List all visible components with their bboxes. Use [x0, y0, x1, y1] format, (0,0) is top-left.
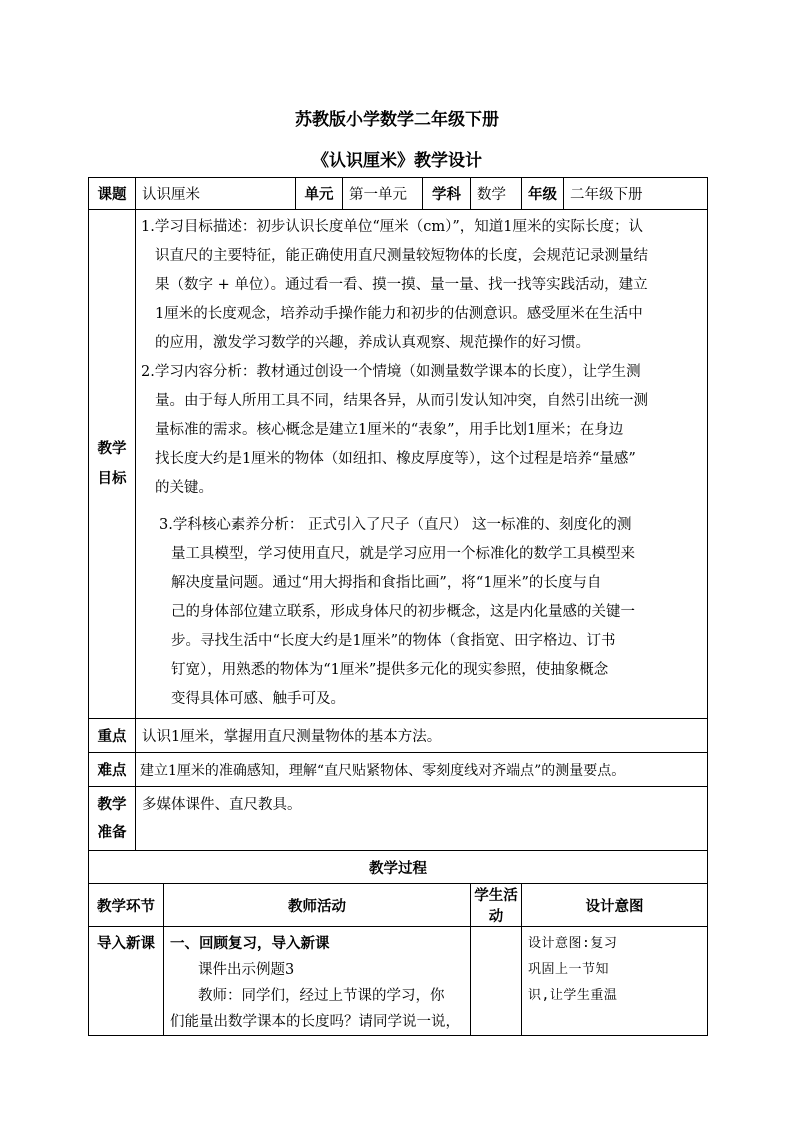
info-row — [89, 178, 708, 210]
key-point-text: 认识1厘米，掌握用直尺测量物体的基本方法。 — [136, 719, 708, 753]
teacher-activity-line: 教师：同学们，经过上节课的学习，你 — [198, 988, 445, 1004]
objective-line: 的关键。 — [155, 480, 213, 496]
doc-subtitle: 《认识厘米》教学设计 — [312, 151, 482, 171]
objective-line: 找长度大约是1厘米的物体（如纽扣、橡皮厚度等），这个过程是培养“量感” — [155, 451, 636, 467]
objective-line: 果（数字 + 单位）。通过看一看、摸一摸、量一量、找一找等实践活动，建立 — [155, 277, 648, 293]
objective-line: 量标准的需求。核心概念是建立1厘米的“表象”，用手比划1厘米；在身边 — [155, 422, 624, 438]
objective-line: 己的身体部位建立联系，形成身体尺的初步概念，这是内化量感的关键一 — [171, 604, 635, 620]
topic-value: 认识厘米 — [136, 178, 296, 210]
objective-line: 1.学习目标描述：初步认识长度单位“厘米（cm）”，知道1厘米的实际长度；认 — [141, 219, 644, 235]
difficulty-text: 建立1厘米的准确感知，理解“直尺贴紧物体、零刻度线对齐端点”的测量要点。 — [136, 753, 708, 787]
objective-line: 步。寻找生活中“长度大约是1厘米”的物体（食指宽、田字格边、订书 — [171, 633, 616, 649]
objective-line: 识直尺的主要特征，能正确使用直尺测量较短物体的长度，会规范记录测量结 — [155, 248, 648, 264]
student-activity-cell — [471, 927, 522, 1036]
difficulty-label: 难点 — [89, 753, 136, 787]
unit-label: 单元 — [296, 178, 343, 210]
header-teacher: 教师活动 — [164, 884, 471, 927]
objective-line: 量工具模型，学习使用直尺，就是学习应用一个标准化的数学工具模型来 — [171, 546, 635, 562]
objective-line: 3.学科核心素养分析： 正式引入了尺子（直尺） 这一标准的、刻度化的测 — [159, 517, 632, 533]
prep-label-b: 准备 — [97, 823, 127, 841]
prep-label — [89, 787, 136, 851]
key-point-label: 重点 — [89, 719, 136, 753]
prep-label-a: 教学 — [97, 795, 127, 813]
process-title: 教学过程 — [89, 851, 708, 884]
prep-text: 多媒体课件、直尺教具。 — [136, 787, 708, 851]
objective-2 — [141, 358, 703, 503]
objective-line: 的应用，激发学习数学的兴趣，养成认真观察、规范操作的好习惯。 — [155, 335, 590, 351]
grade-value: 二年级下册 — [564, 178, 708, 210]
subject-value: 数学 — [471, 178, 522, 210]
objective-line: 2.学习内容分析：教材通过创设一个情境（如测量数学课本的长度），让学生测 — [141, 364, 641, 380]
key-point-row — [89, 719, 708, 753]
lesson-plan-table — [88, 177, 708, 1036]
subject-label: 学科 — [423, 178, 471, 210]
process-row — [89, 927, 708, 1036]
objectives-label — [89, 210, 136, 719]
teacher-activity-heading: 一、回顾复习，导入新课 — [170, 935, 330, 952]
prep-row — [89, 787, 708, 851]
header-intent: 设计意图 — [522, 884, 708, 927]
objectives-content — [136, 210, 708, 719]
doc-title: 苏教版小学数学二年级下册 — [295, 110, 499, 130]
objectives-label-b: 目标 — [97, 470, 127, 487]
objective-1 — [141, 213, 703, 358]
objective-3 — [141, 511, 703, 714]
grade-label: 年级 — [522, 178, 564, 210]
design-intent-line: 识,让学生重温 — [528, 988, 618, 1003]
topic-label: 课题 — [89, 178, 136, 210]
objectives-label-a: 教学 — [97, 440, 127, 457]
design-intent-cell — [522, 927, 708, 1036]
objective-line: 量。由于每人所用工具不同，结果各异，从而引发认知冲突，自然引出统一测 — [155, 393, 648, 409]
teacher-activity-line: 课件出示例题3 — [198, 962, 295, 978]
objective-line: 1厘米的长度观念，培养动手操作能力和初步的估测意识。感受厘米在生活中 — [155, 306, 643, 322]
design-intent-line: 巩固上一节知 — [528, 962, 610, 977]
header-stage: 教学环节 — [89, 884, 164, 927]
objective-line: 钉宽），用熟悉的物体为“1厘米”提供多元化的现实参照，使抽象概念 — [171, 662, 609, 678]
design-intent-line: 设计意图:复习 — [528, 936, 618, 951]
teacher-activity-cell — [164, 927, 471, 1036]
objectives-row — [89, 210, 708, 719]
difficulty-row — [89, 753, 708, 787]
unit-value: 第一单元 — [343, 178, 423, 210]
objective-line: 变得具体可感、触手可及。 — [171, 691, 345, 707]
objective-line: 解决度量问题。通过“用大拇指和食指比画”，将“1厘米”的长度与自 — [171, 575, 602, 591]
stage-cell: 导入新课 — [89, 927, 164, 1036]
header-student: 学生活动 — [471, 884, 522, 927]
process-title-row — [89, 851, 708, 884]
teacher-activity-line: 们能量出数学课本的长度吗？请同学说一说， — [170, 1014, 460, 1030]
process-header-row — [89, 884, 708, 927]
